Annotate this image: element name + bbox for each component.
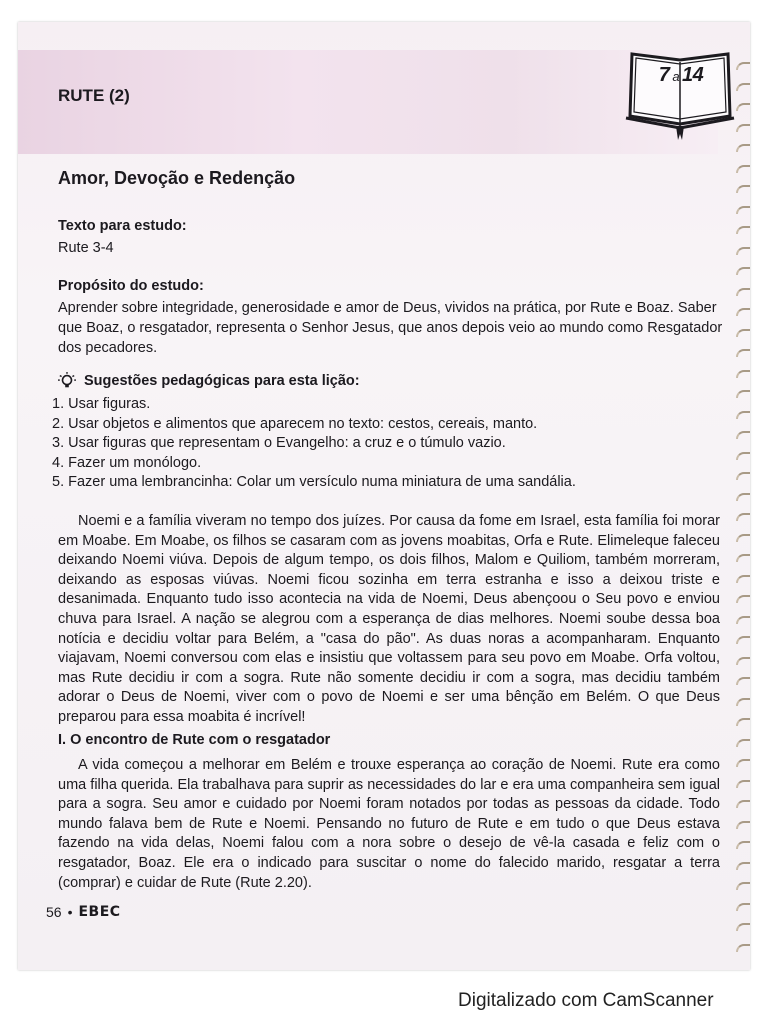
suggestion-item: 2. Usar objetos e alimentos que aparecem no texto: cestos, cereais, manto.: [52, 415, 538, 432]
spiral-ring: [736, 882, 750, 890]
spiral-ring: [736, 206, 750, 214]
suggestions-heading: [58, 372, 360, 390]
lesson-title: Amor, Devoção e Redenção: [58, 168, 296, 188]
spiral-ring: [736, 390, 750, 398]
spiral-ring: [736, 472, 750, 480]
spiral-binding: [730, 62, 750, 962]
spiral-ring: [736, 575, 750, 583]
spiral-ring: [736, 534, 750, 542]
lesson-tag: RUTE (2): [58, 86, 130, 105]
spiral-ring: [736, 698, 750, 706]
spiral-ring: [736, 83, 750, 91]
spiral-ring: [736, 452, 750, 460]
spiral-ring: [736, 144, 750, 152]
spiral-ring: [736, 718, 750, 726]
spiral-ring: [736, 124, 750, 132]
spiral-ring: [736, 247, 750, 255]
spiral-ring: [736, 308, 750, 316]
spiral-ring: [736, 349, 750, 357]
spiral-ring: [736, 288, 750, 296]
spiral-ring: [736, 103, 750, 111]
suggestions-list: [52, 395, 576, 493]
page-number: 56: [46, 904, 62, 920]
purpose-label: Propósito do estudo:: [58, 278, 204, 294]
suggestion-item: 4. Fazer um monólogo.: [52, 454, 202, 471]
spiral-ring: [736, 411, 750, 419]
spiral-ring: [736, 944, 750, 952]
open-book-icon: [622, 46, 740, 142]
age-sep: a: [672, 69, 680, 84]
spiral-ring: [736, 821, 750, 829]
page-footer: [46, 904, 121, 920]
suggestion-item: 1. Usar figuras.: [52, 396, 151, 412]
book-page: [18, 22, 750, 970]
spiral-ring: [736, 903, 750, 911]
scanner-watermark: Digitalizado com CamScanner: [458, 990, 714, 1011]
spiral-ring: [736, 226, 750, 234]
spiral-ring: [736, 329, 750, 337]
age-from: 7: [658, 64, 670, 86]
spiral-ring: [736, 780, 750, 788]
spiral-ring: [736, 657, 750, 665]
spiral-ring: [736, 923, 750, 931]
age-to: 14: [682, 64, 704, 86]
suggestions-label: Sugestões pedagógicas para esta lição:: [84, 373, 360, 389]
spiral-ring: [736, 616, 750, 624]
spiral-ring: [736, 431, 750, 439]
brand-logo: EBEC: [78, 904, 121, 920]
spiral-ring: [736, 841, 750, 849]
study-text-label: Texto para estudo:: [58, 218, 187, 234]
spiral-ring: [736, 636, 750, 644]
spiral-ring: [736, 267, 750, 275]
spiral-ring: [736, 739, 750, 747]
body-paragraph-1: Noemi e a família viveram no tempo dos juízes. Por causa da fome em Israel, esta família foi morar em Moabe. Em Moabe, os filhos se casaram com as jovens moabitas, Orfa e Rute. Elimeleque faleceu deixando Noemi viúva. Depois de algum tempo, os dois filhos, Malom e Quiliom, também morreram, deixando as esposas viúvas. Noemi ficou sozinha em terra estranha e isso a deixou triste e desanimada. Enquanto tudo isso acontecia na vida de Noemi, Deus abençoou o Seu povo e enviou chuva para Israel. A nação se alegrou com a esperança de dias melhores. Noemi soube dessa boa notícia e decidiu voltar para Belém, a "casa do pão". As duas noras a acompanharam. Enquanto viajavam, Noemi conversou com elas e insistiu que voltassem para seu povo em Moabe. Orfa voltou, mas Rute decidiu ir com a sogra. Rute não somente decidiu ir com a sogra, mas decidiu também adorar o Deus de Noemi, viver com o povo de Noemi e ser uma bênção em Belém. O que Deus preparou para essa moabita é incrível!: [58, 513, 720, 725]
section-1-text: A vida começou a melhorar em Belém e trouxe esperança ao coração de Noemi. Rute era como uma filha querida. Ela trabalhava para suprir as necessidades do lar e era uma companheira sem igual para a sogra. Seu amor e cuidado por Noemi foram notados por todas as pessoas da cidade. Todo mundo falava bem de Rute e Noemi. Pensando no futuro de Rute e em tudo o que Deus estava fazendo na vida delas, Noemi falou com a nora sobre o desejo de vê-la casada e feliz com o resgatador, Boaz. Ele era o indicado para suscitar o nome do falecido marido, resgatar a terra (comprar) e cuidar de Rute (Rute 2.20).: [58, 757, 720, 891]
study-text-value: Rute 3-4: [58, 240, 114, 256]
spiral-ring: [736, 800, 750, 808]
spiral-ring: [736, 165, 750, 173]
spiral-ring: [736, 759, 750, 767]
lightbulb-icon: [58, 372, 76, 390]
age-range-text: [648, 64, 714, 87]
spiral-ring: [736, 185, 750, 193]
footer-bullet: •: [67, 904, 73, 920]
spiral-ring: [736, 677, 750, 685]
suggestion-item: 5. Fazer uma lembrancinha: Colar um versículo numa miniatura de uma sandália.: [52, 474, 576, 490]
spiral-ring: [736, 595, 750, 603]
age-range-badge: [622, 46, 740, 142]
spiral-ring: [736, 493, 750, 501]
spiral-ring: [736, 554, 750, 562]
section-1-title: I. O encontro de Rute com o resgatador: [58, 732, 331, 748]
spiral-ring: [736, 513, 750, 521]
spiral-ring: [736, 62, 750, 70]
suggestion-item: 3. Usar figuras que representam o Evangelho: a cruz e o túmulo vazio.: [52, 435, 506, 451]
purpose-text: Aprender sobre integridade, generosidade e amor de Deus, vividos na prática, por Rute e Boaz. Saber que Boaz, o resgatador, representa o Senhor Jesus, que anos depois veio ao mundo como Resgatador dos pecadores.: [58, 300, 723, 356]
spiral-ring: [736, 862, 750, 870]
spiral-ring: [736, 370, 750, 378]
